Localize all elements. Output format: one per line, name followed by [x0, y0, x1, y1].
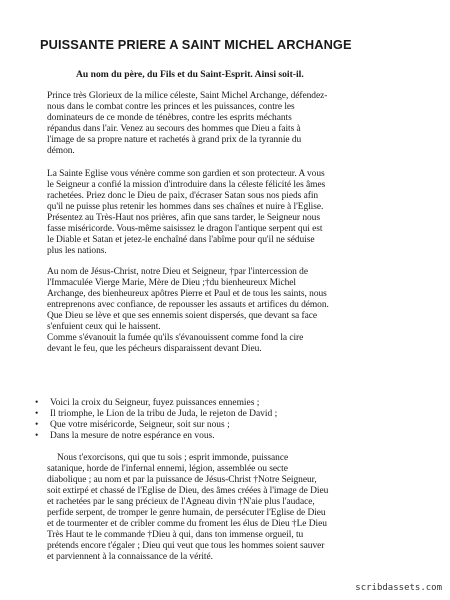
text-line: soit extirpé et chassé de l'Eglise de Dieu, des âmes créées à l'image de Dieu [47, 486, 329, 497]
paragraph-3 [47, 267, 402, 355]
list-item [34, 398, 404, 409]
text-line: devant le feu, que les pécheurs disparaissent devant Dieu. [47, 344, 262, 355]
bullet-icon: • [35, 398, 39, 408]
list-item-text: Voici la croix du Seigneur, fuyez puissances ennemies ; [50, 398, 260, 408]
text-line: l'Immaculée Vierge Marie, Mère de Dieu ;†du bienheureux Michel [47, 278, 296, 289]
text-line: perfide serpent, de tromper le genre humain, de persécuter l'Eglise de Dieu [47, 508, 326, 519]
text-line: Archange, des bienheureux apôtres Pierre et Paul et de tous les saints, nous [47, 289, 327, 300]
text-line: démon. [47, 146, 75, 157]
list-item-text: Il triomphe, le Lion de la tribu de Juda, le rejeton de David ; [50, 409, 278, 420]
text-line: et parviennent à la connaissance de la vérité. [47, 552, 213, 563]
text-line: rachetées. Priez donc le Dieu de paix, d'écraser Satan sous nos pieds afin [47, 191, 319, 202]
text-line: entreprenons avec confiance, de repousser les assauts et artifices du démon. [47, 300, 329, 311]
bullet-icon: • [35, 409, 39, 420]
paragraph-4 [47, 453, 402, 563]
intro-invocation: Au nom du père, du Fils et du Saint-Esprit. Ainsi soit-il. [76, 69, 304, 80]
text-line: fasse miséricorde. Vous-même saisissez le dragon l'antique serpent qui est [47, 224, 323, 235]
text-line: qu'il ne puisse plus retenir les hommes dans ses chaînes et nuire à l'Eglise. [47, 202, 324, 213]
text-line: Présentez au Très-Haut nos prières, afin que sans tarder, le Seigneur nous [47, 213, 320, 224]
source-watermark: scribdassets.com [355, 583, 442, 593]
document-title: PUISSANTE PRIERE A SAINT MICHEL ARCHANGE [40, 37, 352, 52]
bullet-list [34, 398, 404, 442]
paragraph-2 [47, 169, 402, 257]
text-line: Prince très Glorieux de la milice céleste, Saint Michel Archange, défendez- [47, 91, 328, 101]
text-line: La Sainte Eglise vous vénère comme son gardien et son protecteur. A vous [47, 169, 325, 179]
bullet-icon: • [35, 420, 39, 431]
text-line: Que Dieu se lève et que ses ennemis soient dispersés, que devant sa face [47, 311, 317, 322]
text-line: et rachetées par le sang précieux de l'Agneau divin †N'aie plus l'audace, [47, 497, 315, 508]
text-line: Très Haut te le commande †Dieu à qui, dans ton immense orgueil, tu [47, 530, 304, 541]
list-item-text: Dans la mesure de notre espérance en vous. [50, 431, 215, 442]
text-line: et de tourmenter et de cribler comme du froment les élus de Dieu †Le Dieu [47, 519, 327, 530]
bullet-icon: • [35, 431, 39, 442]
text-line: l'image de sa propre nature et rachetés à grand prix de la tyrannie du [47, 135, 302, 146]
list-item-text: Que votre miséricorde, Seigneur, soit sur nous ; [50, 420, 230, 431]
text-line: diabolique ; au nom et par la puissance de Jésus-Christ †Notre Seigneur, [47, 475, 317, 486]
text-line: dominateurs de ce monde de ténèbres, contre les esprits méchants [47, 113, 292, 124]
text-line: s'enfuient ceux qui le haissent. [47, 322, 161, 333]
text-line: Comme s'évanouit la fumée qu'ils s'évanouissent comme fond la cire [47, 333, 304, 344]
text-line: satanique, horde de l'infernal ennemi, légion, assemblée ou secte [47, 464, 288, 475]
text-line: Nous t'exorcisons, qui que tu sois ; esprit immonde, puissance [57, 453, 289, 463]
paragraph-1 [47, 91, 402, 157]
text-line: plus les nations. [47, 246, 107, 257]
text-line: prétends encore t'égaler ; Dieu qui veut que tous les hommes soient sauver [47, 541, 325, 552]
list-item [34, 420, 404, 431]
text-line: répandus dans l'air. Venez au secours des hommes que Dieu a faits à [47, 124, 301, 135]
text-line: le Diable et Satan et jetez-le enchaîné dans l'abîme pour qu'il ne séduise [47, 235, 315, 246]
text-line: nous dans le combat contre les princes et les puissances, contre les [47, 102, 295, 113]
text-line: Au nom de Jésus-Christ, notre Dieu et Seigneur, †par l'intercession de [47, 267, 308, 277]
text-line: le Seigneur a confié la mission d'introduire dans la céleste félicité les âmes [47, 180, 326, 191]
list-item [34, 431, 404, 442]
list-item [34, 409, 404, 420]
